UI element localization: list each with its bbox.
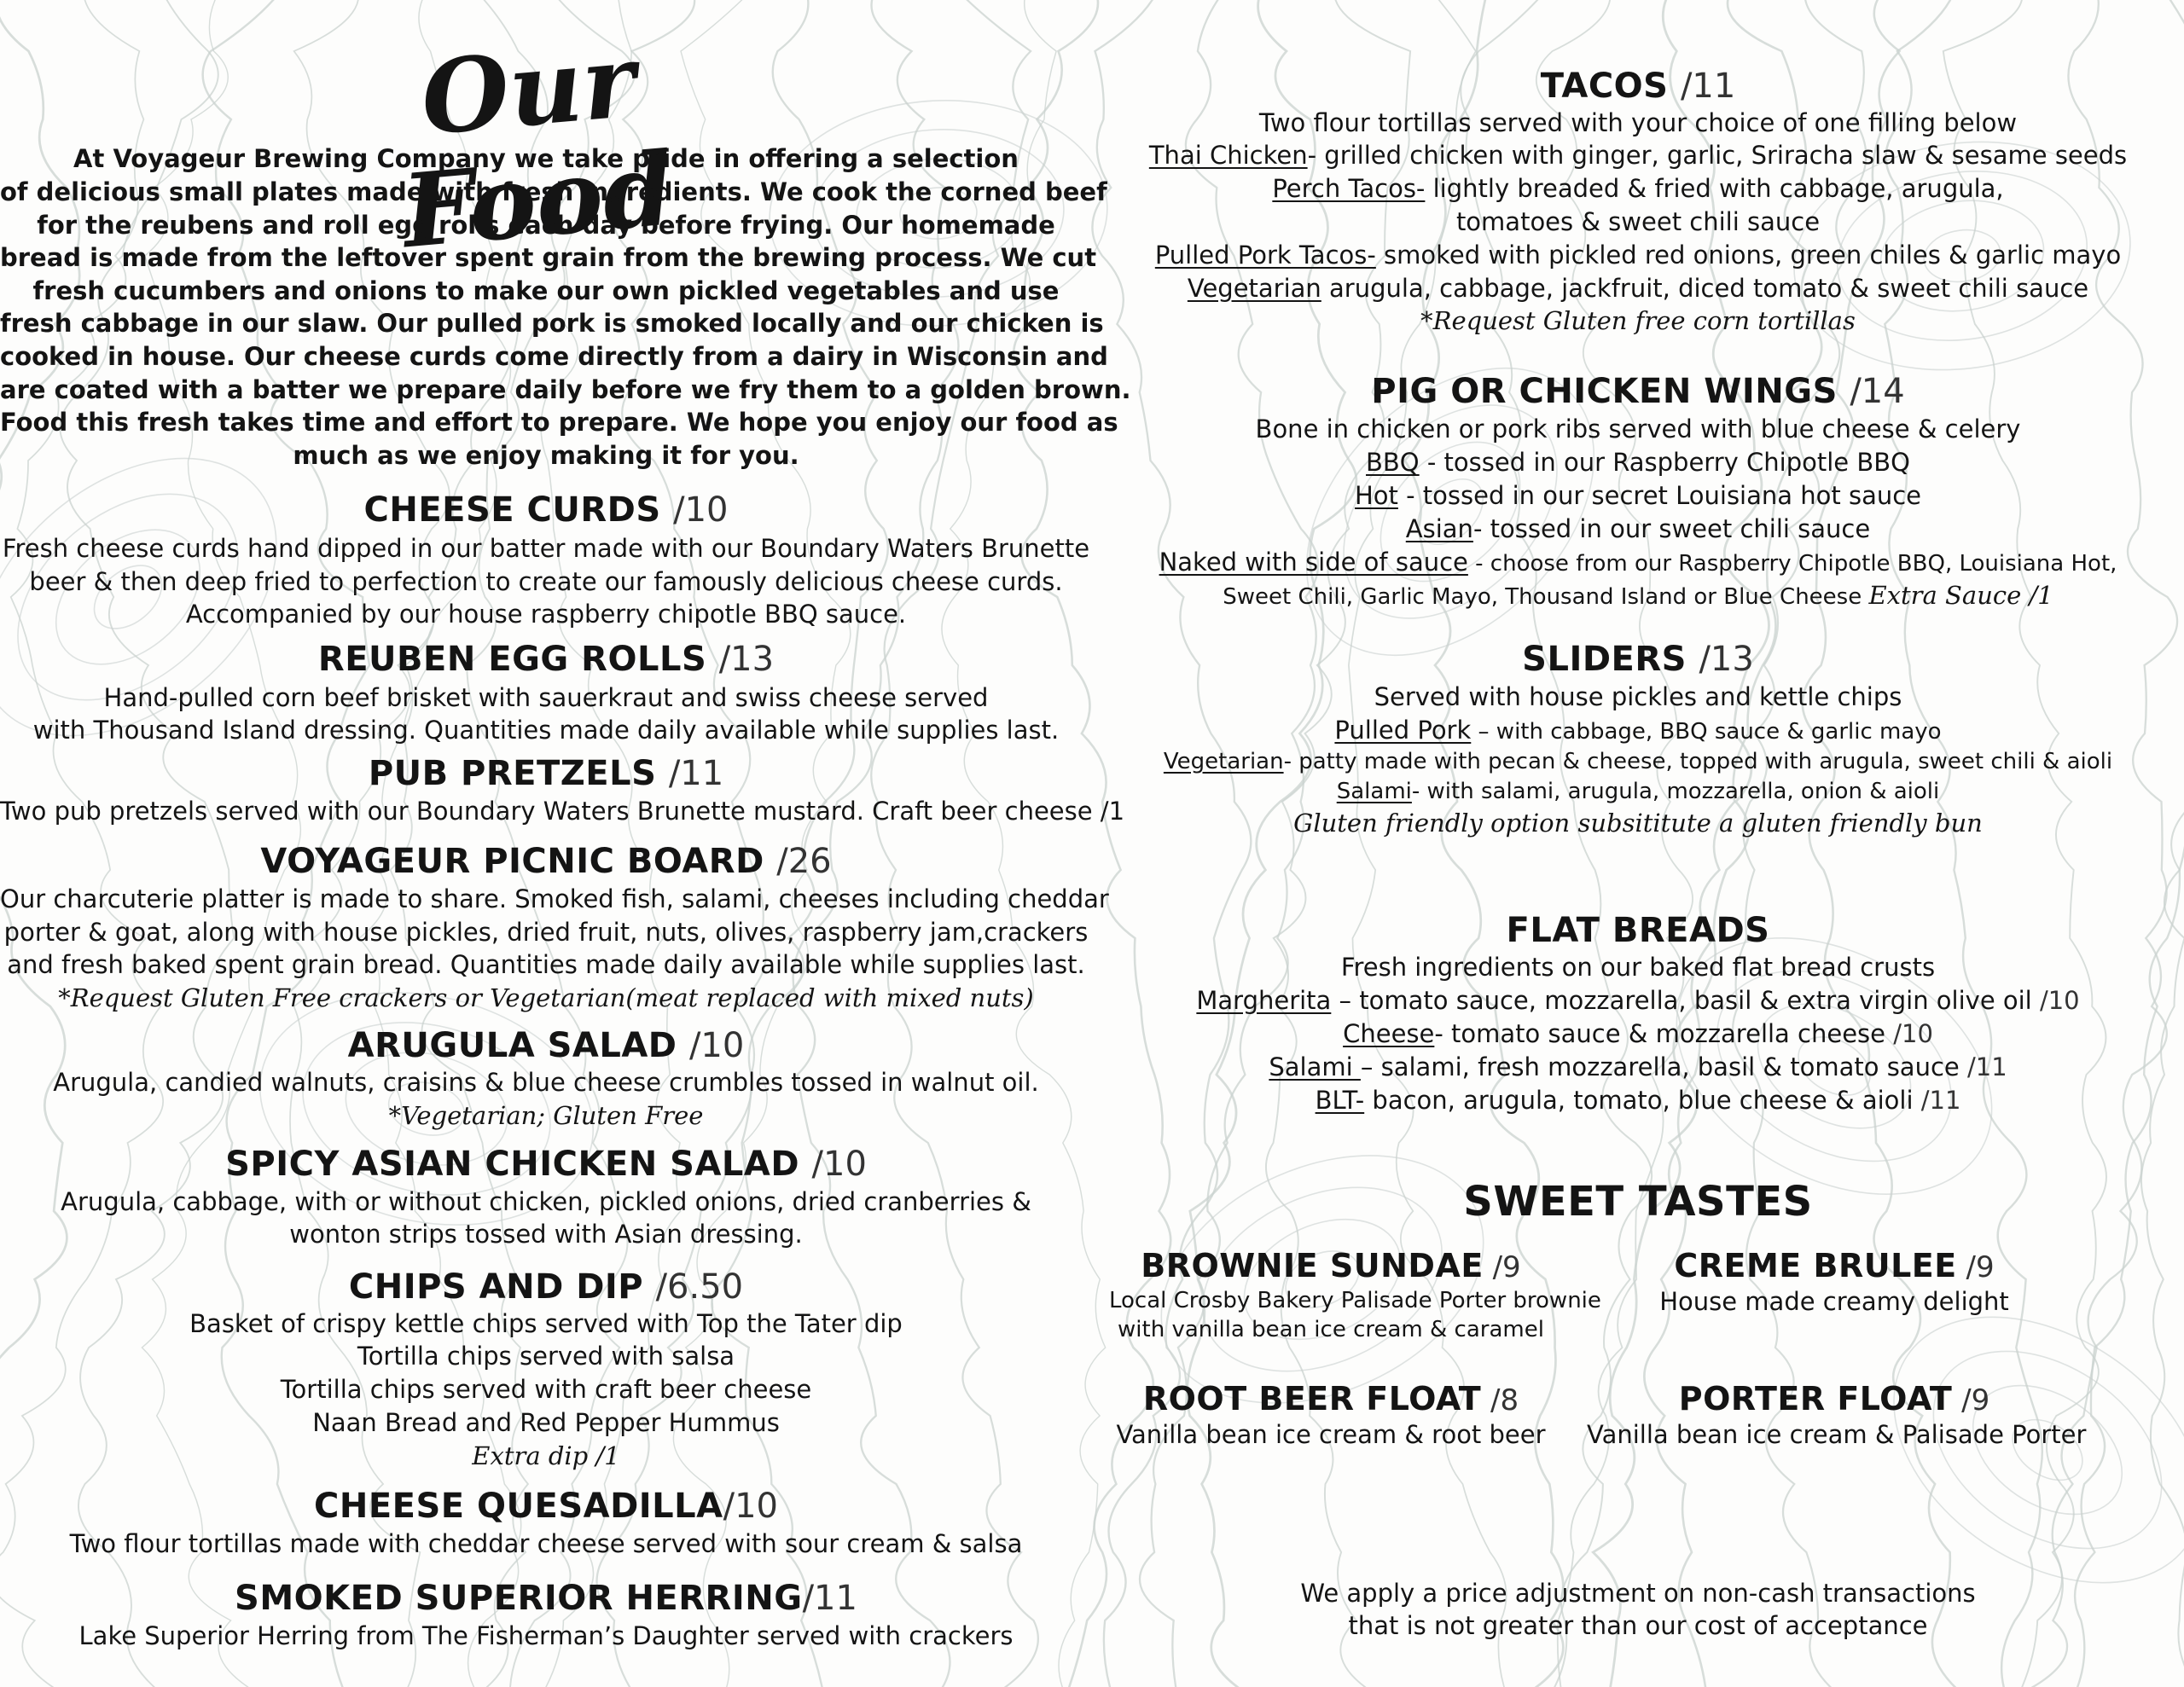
item-pretzels-title: PUB PRETZELS /11: [368, 754, 724, 793]
item-description: Hand-pulled corn beef brisket with sauerkraut and swiss cheese served: [103, 683, 989, 712]
item-note: *Request Gluten free corn tortillas: [1420, 306, 1856, 335]
dessert-porter-float: [1587, 1380, 2087, 1450]
item-description: Fresh ingredients on our baked flat bread crusts: [1340, 953, 1936, 982]
slider-option: Salami- with salami, arugula, mozzarella, onion & aioli: [1336, 779, 1940, 804]
item-description: tomatoes & sweet chili sauce: [1455, 207, 1821, 236]
intro-line: Food this fresh takes time and effort to prepare. We hope you enjoy our food as: [0, 408, 1118, 437]
item-description: wonton strips tossed with Asian dressing.: [289, 1220, 803, 1249]
item-description: Lake Superior Herring from The Fisherman’s Daughter served with crackers: [78, 1621, 1014, 1650]
wing-option: BBQ - tossed in our Raspberry Chipotle BBQ: [1366, 448, 1910, 477]
item-cheese-curds-title: CHEESE CURDS /10: [363, 490, 729, 530]
dessert-root-beer-float: [1109, 1380, 1553, 1450]
wing-option: Asian- tossed in our sweet chili sauce: [1405, 514, 1871, 543]
item-price: /13: [1699, 640, 1754, 679]
item-price: /14: [1850, 372, 1905, 411]
intro-line: fresh cucumbers and onions to make our own pickled vegetables and use: [32, 276, 1060, 305]
slider-option: Vegetarian- patty made with pecan & cheese, topped with arugula, sweet chili & aioli: [1163, 749, 2113, 774]
item-description: Bone in chicken or pork ribs served with blue cheese & celery: [1255, 415, 2021, 443]
item-picnic-board-title: VOYAGEUR PICNIC BOARD /26: [260, 842, 832, 881]
item-description: Served with house pickles and kettle chips: [1374, 682, 1902, 711]
item-price: /26: [776, 842, 832, 881]
slider-option: Pulled Pork – with cabbage, BBQ sauce & garlic mayo: [1334, 716, 1942, 745]
item-price: /11: [1680, 67, 1736, 106]
wing-option: Naked with side of sauce - choose from our Raspberry Chipotle BBQ, Louisiana Hot,: [1159, 548, 2117, 577]
item-description: Accompanied by our house raspberry chipotle BBQ sauce.: [185, 600, 907, 629]
flatbread-option: Salami – salami, fresh mozzarella, basil & tomato sauce /11: [1269, 1052, 2007, 1081]
item-description: Fresh cheese curds hand dipped in our batter made with our Boundary Waters Brunette: [2, 534, 1090, 563]
item-note: *Vegetarian; Gluten Free: [388, 1101, 704, 1130]
intro-line: much as we enjoy making it for you.: [293, 441, 799, 470]
item-description: porter & goat, along with house pickles, dried fruit, nuts, olives, raspberry jam,crackers: [3, 918, 1089, 947]
item-price: /10: [688, 1026, 745, 1065]
flatbread-option: Cheese- tomato sauce & mozzarella cheese /10: [1343, 1019, 1933, 1048]
dessert-creme-brulee: [1604, 1247, 2065, 1317]
item-description: Our charcuterie platter is made to share. Smoked fish, salami, cheeses including cheddar: [0, 884, 1109, 913]
wing-option: Hot - tossed in our secret Louisiana hot sauce: [1354, 481, 1922, 510]
item-wings-title: PIG OR CHICKEN WINGS /14: [1371, 372, 1905, 411]
item-price: /10: [811, 1145, 867, 1184]
taco-option: Perch Tacos- lightly breaded & fried with cabbage, arugula,: [1272, 174, 2004, 203]
item-description: Arugula, candied walnuts, craisins & blue cheese crumbles tossed in walnut oil.: [53, 1068, 1039, 1097]
dessert-title: BROWNIE SUNDAE /9: [1141, 1247, 1521, 1284]
dessert-description: with vanilla bean ice cream & caramel: [1118, 1317, 1544, 1342]
item-price: /6.50: [655, 1267, 744, 1307]
footer-note: We apply a price adjustment on non-cash transactions: [1300, 1579, 1976, 1608]
dessert-description: Vanilla bean ice cream & Palisade Porter: [1587, 1420, 2087, 1449]
item-price: /11: [668, 754, 724, 793]
item-chips-title: CHIPS AND DIP /6.50: [348, 1267, 744, 1307]
item-description: with Thousand Island dressing. Quantities made daily available while supplies last.: [32, 716, 1060, 745]
dessert-description: Vanilla bean ice cream & root beer: [1116, 1420, 1546, 1449]
taco-option: Thai Chicken- grilled chicken with ginger, garlic, Sriracha slaw & sesame seeds: [1148, 141, 2128, 170]
intro-line: fresh cabbage in our slaw. Our pulled pork is smoked locally and our chicken is: [0, 309, 1104, 338]
item-description: Tortilla chips served with salsa: [357, 1342, 735, 1371]
taco-option: Pulled Pork Tacos- smoked with pickled red onions, green chiles & garlic mayo: [1154, 241, 2122, 270]
sweet-tastes-heading: SWEET TASTES: [1463, 1178, 1813, 1226]
item-price: /13: [718, 640, 775, 679]
intro-line: bread is made from the leftover spent grain from the brewing process. We cut: [0, 243, 1097, 272]
flatbread-option: BLT- bacon, arugula, tomato, blue cheese & aioli /11: [1315, 1086, 1961, 1115]
item-description: Arugula, cabbage, with or without chicken, pickled onions, dried cranberries &: [61, 1187, 1031, 1216]
intro-line: for the reubens and roll egg rolls each day before frying. Our homemade: [37, 211, 1055, 240]
extra-sauce-note: Extra Sauce /1: [1868, 581, 2053, 610]
dessert-description: House made creamy delight: [1659, 1287, 2009, 1316]
dessert-description: Local Crosby Bakery Palisade Porter brownie: [1109, 1288, 1601, 1313]
item-description: beer & then deep fried to perfection to create our famously delicious cheese curds.: [29, 567, 1063, 596]
intro-line: are coated with a batter we prepare daily before we fry them to a golden brown.: [0, 375, 1131, 404]
flatbread-option: Margherita – tomato sauce, mozzarella, basil & extra virgin olive oil /10: [1196, 986, 2080, 1015]
item-tacos-title: TACOS /11: [1540, 67, 1736, 106]
item-price: /10: [723, 1487, 778, 1526]
item-flatbreads-title: FLAT BREADS: [1506, 911, 1770, 950]
taco-option: Vegetarian arugula, cabbage, jackfruit, diced tomato & sweet chili sauce: [1187, 274, 2089, 303]
item-quesadilla-title: CHEESE QUESADILLA/10: [313, 1487, 778, 1526]
dessert-title: PORTER FLOAT /9: [1678, 1380, 1990, 1417]
item-description: and fresh baked spent grain bread. Quantities made daily available while supplies last.: [7, 950, 1085, 979]
dessert-title: CREME BRULEE /9: [1674, 1247, 1995, 1284]
item-description: Tortilla chips served with craft beer cheese: [280, 1375, 812, 1404]
item-description: Naan Bread and Red Pepper Hummus: [312, 1408, 780, 1437]
intro-line: At Voyageur Brewing Company we take pride in offering a selection: [73, 144, 1019, 173]
item-herring-title: SMOKED SUPERIOR HERRING/11: [235, 1579, 857, 1618]
contour-loop: [1896, 1311, 2184, 1590]
page-title: Our Food: [398, 20, 678, 271]
item-description: Two pub pretzels served with our Boundary Waters Brunette mustard. Craft beer cheese /1: [0, 797, 1125, 826]
item-spicy-asian-title: SPICY ASIAN CHICKEN SALAD /10: [225, 1145, 867, 1184]
item-price: /10: [673, 490, 729, 530]
item-note: *Request Gluten Free crackers or Vegetarian(meat replaced with mixed nuts): [58, 983, 1034, 1012]
item-note: Gluten friendly option subsititute a gluten friendly bun: [1293, 809, 1983, 838]
item-reuben-title: REUBEN EGG ROLLS /13: [317, 640, 775, 679]
intro-line: cooked in house. Our cheese curds come directly from a dairy in Wisconsin and: [0, 342, 1108, 371]
item-description: Two flour tortillas served with your choice of one filling below: [1258, 108, 2018, 137]
intro-line: of delicious small plates made with fresh ingredients. We cook the corned beef: [0, 177, 1107, 206]
wing-sauce-list: Sweet Chili, Garlic Mayo, Thousand Island or Blue Cheese Extra Sauce /1: [1223, 581, 2053, 610]
dessert-brownie-sundae: [1109, 1247, 1601, 1344]
item-note: Extra dip /1: [472, 1441, 620, 1470]
footer-note: that is not greater than our cost of acceptance: [1348, 1611, 1928, 1640]
item-sliders-title: SLIDERS /13: [1522, 640, 1754, 679]
item-description: Two flour tortillas made with cheddar cheese served with sour cream & salsa: [69, 1529, 1023, 1558]
item-description: Basket of crispy kettle chips served with Top the Tater dip: [189, 1309, 903, 1338]
item-price: /11: [802, 1579, 857, 1618]
dessert-title: ROOT BEER FLOAT /8: [1142, 1380, 1519, 1417]
item-arugula-title: ARUGULA SALAD /10: [347, 1026, 745, 1065]
